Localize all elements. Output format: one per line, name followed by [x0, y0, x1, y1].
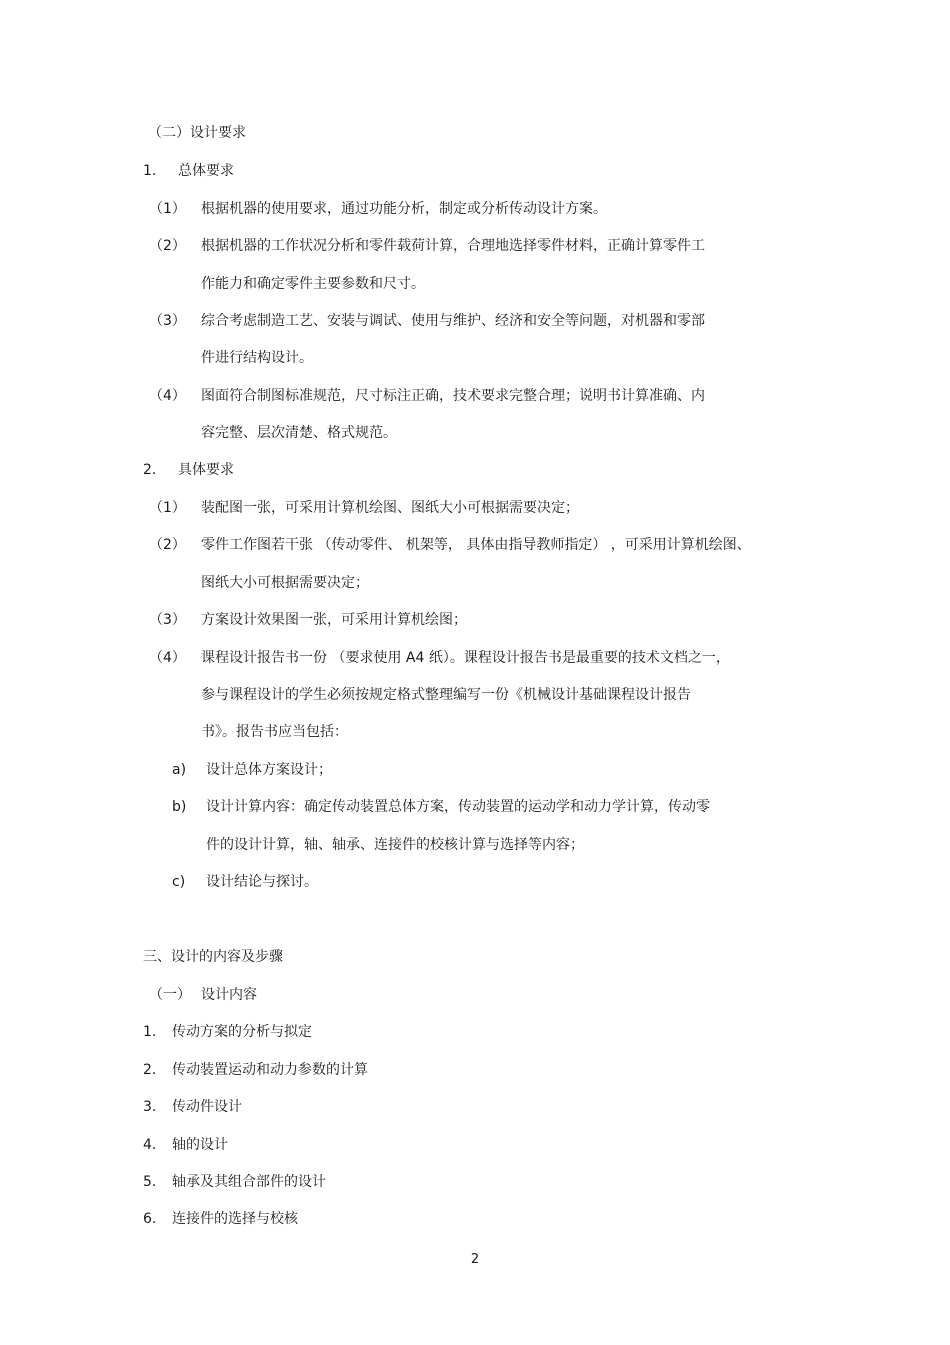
general-item-number: （2） — [149, 238, 186, 254]
content-list-number: 5. — [143, 1174, 157, 1190]
page-number: 2 — [470, 1252, 480, 1267]
general-requirements-number: 1. — [143, 163, 157, 179]
general-item-number: （1） — [149, 201, 186, 217]
content-list-item: 轴的设计 — [172, 1137, 228, 1153]
general-item-number: （4） — [149, 388, 186, 404]
specific-item-number: （1） — [149, 500, 186, 516]
general-item-text: 综合考虑制造工艺、安装与调试、使用与维护、经济和安全等问题，对机器和零部 — [201, 313, 705, 329]
specific-item-number: （4） — [149, 650, 186, 666]
general-item-text-continued: 件进行结构设计。 — [201, 350, 313, 366]
general-item-text: 根据机器的工作状况分析和零件载荷计算，合理地选择零件材料，正确计算零件工 — [201, 238, 705, 254]
sub-item-label: c) — [172, 874, 186, 890]
content-list-item: 传动件设计 — [172, 1099, 242, 1115]
section-heading-design-requirements: （二）设计要求 — [148, 125, 246, 141]
content-list-number: 6. — [143, 1211, 157, 1227]
content-list-number: 4. — [143, 1137, 157, 1153]
section-heading-content-and-steps: 三、设计的内容及步骤 — [143, 949, 283, 965]
general-requirements-title: 总体要求 — [178, 163, 234, 179]
content-list-number: 2. — [143, 1062, 157, 1078]
general-item-number: （3） — [149, 313, 186, 329]
content-list-item: 传动方案的分析与拟定 — [172, 1024, 312, 1040]
sub-item-text-continued: 件的设计计算，轴、轴承、连接件的校核计算与选择等内容； — [206, 837, 584, 853]
content-list-item: 连接件的选择与校核 — [172, 1211, 298, 1227]
sub-item-text: 设计计算内容：确定传动装置总体方案，传动装置的运动学和动力学计算，传动零 — [206, 799, 710, 815]
sub-item-text: 设计结论与探讨。 — [206, 874, 318, 890]
specific-requirements-title: 具体要求 — [178, 462, 234, 478]
sub-item-label: b) — [172, 799, 187, 815]
specific-item-text: 装配图一张，可采用计算机绘图、图纸大小可根据需要决定； — [201, 500, 579, 516]
sub-item-text: 设计总体方案设计； — [206, 762, 332, 778]
specific-item-text: 课程设计报告书一份 （要求使用 A4 纸）。课程设计报告书是最重要的技术文档之一， — [201, 650, 730, 666]
content-list-number: 3. — [143, 1099, 157, 1115]
general-item-text-continued: 容完整、层次清楚、格式规范。 — [201, 425, 397, 441]
specific-item-number: （3） — [149, 612, 186, 628]
specific-item-text-continued: 参与课程设计的学生必须按规定格式整理编写一份《机械设计基础课程设计报告 — [201, 687, 691, 703]
specific-item-number: （2） — [149, 537, 186, 553]
content-list-item: 轴承及其组合部件的设计 — [172, 1174, 326, 1190]
sub-item-label: a) — [172, 762, 187, 778]
specific-item-text-continued: 书》。报告书应当包括： — [201, 724, 348, 740]
subsection-number: （一） — [149, 987, 191, 1003]
subsection-title: 设计内容 — [201, 987, 257, 1003]
content-list-item: 传动装置运动和动力参数的计算 — [172, 1062, 368, 1078]
specific-item-text-continued: 图纸大小可根据需要决定； — [201, 575, 369, 591]
specific-requirements-number: 2. — [143, 462, 157, 478]
content-list-number: 1. — [143, 1024, 157, 1040]
specific-item-text: 零件工作图若干张 （传动零件、 机架等， 具体由指导教师指定） ，可采用计算机绘图、 — [201, 537, 751, 553]
specific-item-text: 方案设计效果图一张，可采用计算机绘图； — [201, 612, 467, 628]
general-item-text: 根据机器的使用要求，通过功能分析，制定或分析传动设计方案。 — [201, 201, 607, 217]
general-item-text-continued: 作能力和确定零件主要参数和尺寸。 — [201, 276, 425, 292]
general-item-text: 图面符合制图标准规范，尺寸标注正确，技术要求完整合理；说明书计算准确、内 — [201, 388, 705, 404]
